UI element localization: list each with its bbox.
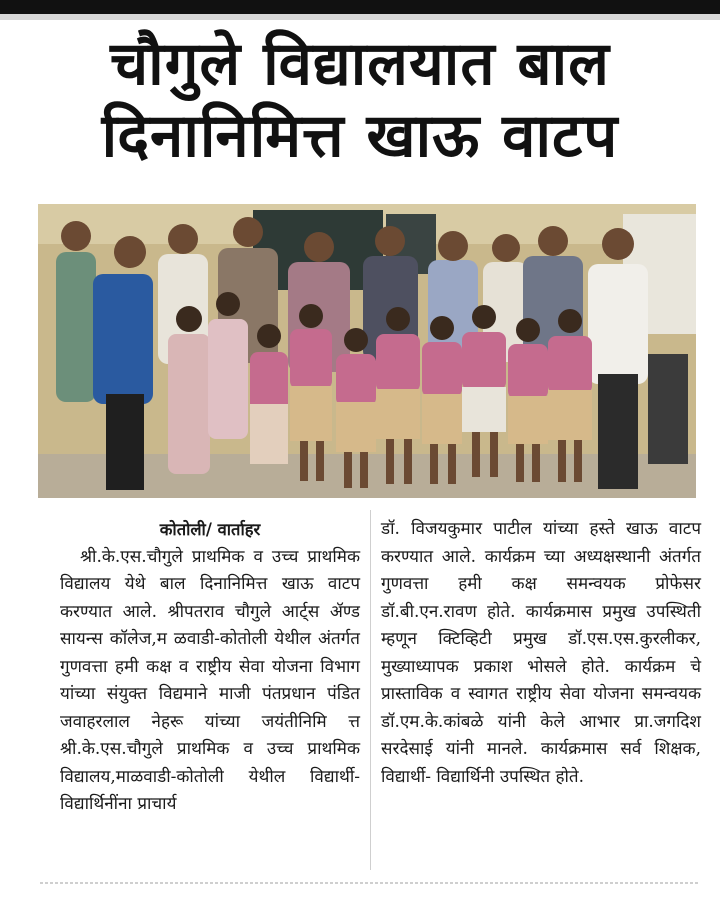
news-photo	[38, 204, 696, 498]
article-text-left: श्री.के.एस.चौगुले प्राथमिक व उच्च प्राथमिक विद्यालय येथे बाल दिनानिमित्त खाऊ वाटप करण्यात आले. श्रीपतराव चौगुले आर्ट्स ॲण्ड सायन्स कॉलेज,म ळवाडी-कोतोली येथील अंतर्गत गुणवत्ता हमी कक्ष व राष्ट्रीय सेवा योजना विभाग यांच्या संयुक्त विद्यमाने माजी पंतप्रधान पंडित जवाहरलाल नेहरू यांच्या जयंतीनिमि त्त श्री.के.एस.चौगुले प्राथमिक व उच्च प्राथमिक विद्यालय,माळवाडी-कोतोली येथील विद्यार्थी-विद्यार्थिनींना प्राचार्य	[60, 546, 360, 814]
headline-line-1: चौगुले विद्यालयात बाल	[110, 29, 610, 99]
column-divider	[370, 510, 371, 870]
bottom-divider	[40, 882, 700, 884]
article-text-right: डॉ. विजयकुमार पाटील यांच्या हस्ते खाऊ वाटप करण्यात आले. कार्यक्रम च्या अध्यक्षस्थानी अंतर्गत गुणवत्ता हमी कक्ष समन्वयक प्रोफेसर डॉ.बी.एन.रावण होते. कार्यक्रमास प्रमुख उपस्थिती म्हणून क्टिव्हिटी प्रमुख डॉ.एस.एस.कुरलीकर, मुख्याध्यापक प्रकाश भोसले होते. कार्यक्रम चे प्रास्ताविक व स्वागत राष्ट्रीय सेवा योजना समन्वयक डॉ.एम.के.कांबळे यांनी केले आभार प्रा.जगदिश सरदेसाई यांनी मानले. कार्यक्रमास सर्व शिक्षक, विद्यार्थी- विद्यार्थिनी उपस्थित होते.	[381, 519, 701, 787]
article-column-left	[60, 516, 360, 819]
dateline: कोतोली/ वार्ताहर	[159, 520, 261, 539]
headline	[0, 28, 720, 172]
top-border	[0, 0, 720, 14]
headline-line-2: दिनानिमित्त खाऊ वाटप	[101, 101, 619, 171]
article-column-right	[381, 516, 701, 791]
top-border-shadow	[0, 14, 720, 20]
